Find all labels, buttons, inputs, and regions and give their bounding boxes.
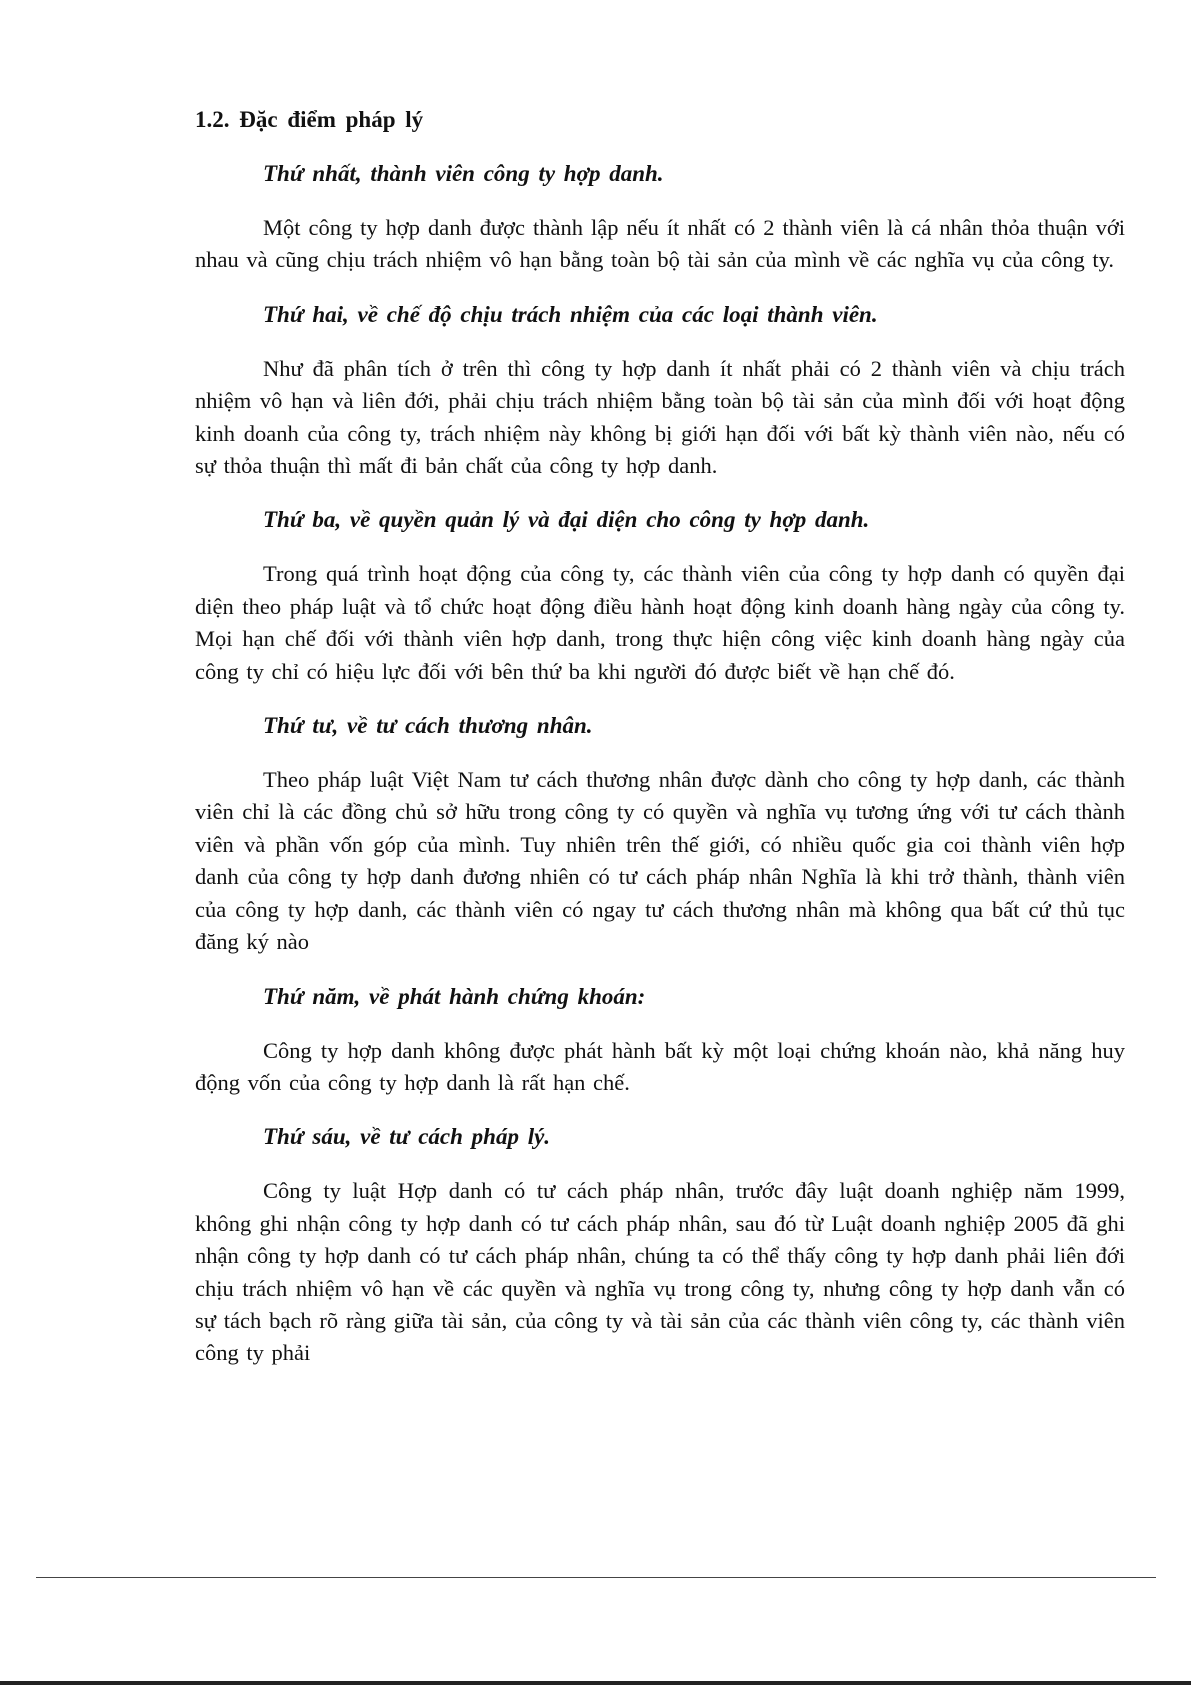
page-content — [195, 104, 1125, 1392]
subheading-2: Thứ hai, về chế độ chịu trách nhiệm của các loại thành viên. — [263, 301, 878, 327]
subheading-1: Thứ nhất, thành viên công ty hợp danh. — [263, 161, 664, 186]
paragraph-6: Công ty luật Hợp danh có tư cách pháp nhân, trước đây luật doanh nghiệp năm 1999, không ghi nhận công ty hợp danh có tư cách pháp nhân, sau đó từ Luật doanh nghiệp 2005 đã ghi nhận công ty hợp danh có tư cách pháp nhân, chúng ta có thể thấy công ty hợp danh phải liên đới chịu trách nhiệm vô hạn về các quyền và nghĩa vụ trong công ty, nhưng công ty hợp danh vẫn có sự tách bạch rõ ràng giữa tài sản, của công ty và tài sản của các thành viên công ty, các thành viên công ty phải — [195, 1178, 1125, 1366]
section-title: 1.2. Đặc điểm pháp lý — [195, 107, 424, 132]
subheading-4: Thứ tư, về tư cách thương nhân. — [263, 713, 593, 739]
subheading-3: Thứ ba, về quyền quản lý và đại diện cho công ty hợp danh. — [263, 507, 870, 533]
paragraph-5: Công ty hợp danh không được phát hành bất kỳ một loại chứng khoán nào, khả năng huy động vốn của công ty hợp danh là rất hạn chế. — [195, 1037, 1125, 1095]
subheading-5: Thứ năm, về phát hành chứng khoán: — [263, 983, 646, 1009]
paragraph-4: Theo pháp luật Việt Nam tư cách thương nhân được dành cho công ty hợp danh, các thành viên chỉ là các đồng chủ sở hữu trong công ty có quyền và nghĩa vụ tương ứng với tư cách thành viên và phần vốn góp của mình. Tuy nhiên trên thế giới, có nhiều quốc gia coi thành viên hợp danh của công ty hợp danh đương nhiên có tư cách pháp nhân Nghĩa là khi trở thành, thành viên của công ty hợp danh, các thành viên có ngay tư cách thương nhân mà không qua bất cứ thủ tục đăng ký nào — [195, 767, 1125, 955]
paragraph-3: Trong quá trình hoạt động của công ty, các thành viên của công ty hợp danh có quyền đại diện theo pháp luật và tổ chức hoạt động điều hành hoạt động kinh doanh hàng ngày của công ty. Mọi hạn chế đối với thành viên hợp danh, trong thực hiện công việc kinh doanh hàng ngày của công ty chỉ có hiệu lực đối với bên thứ ba khi người đó được biết về hạn chế đó. — [195, 561, 1125, 684]
paragraph-1: Một công ty hợp danh được thành lập nếu ít nhất có 2 thành viên là cá nhân thỏa thuận với nhau và cũng chịu trách nhiệm vô hạn bằng toàn bộ tài sản của mình về các nghĩa vụ của công ty. — [195, 215, 1125, 273]
subheading-6: Thứ sáu, về tư cách pháp lý. — [263, 1124, 551, 1150]
paragraph-2: Như đã phân tích ở trên thì công ty hợp danh ít nhất phải có 2 thành viên và chịu trách nhiệm vô hạn và liên đới, phải chịu trách nhiệm bằng toàn bộ tài sản của mình đối với hoạt động kinh doanh của công ty, trách nhiệm này không bị giới hạn đối với bất kỳ thành viên nào, nếu có sự thỏa thuận thì mất đi bản chất của công ty hợp danh. — [195, 355, 1125, 479]
page-bottom-edge — [0, 1681, 1191, 1685]
footer-divider — [36, 1577, 1156, 1578]
